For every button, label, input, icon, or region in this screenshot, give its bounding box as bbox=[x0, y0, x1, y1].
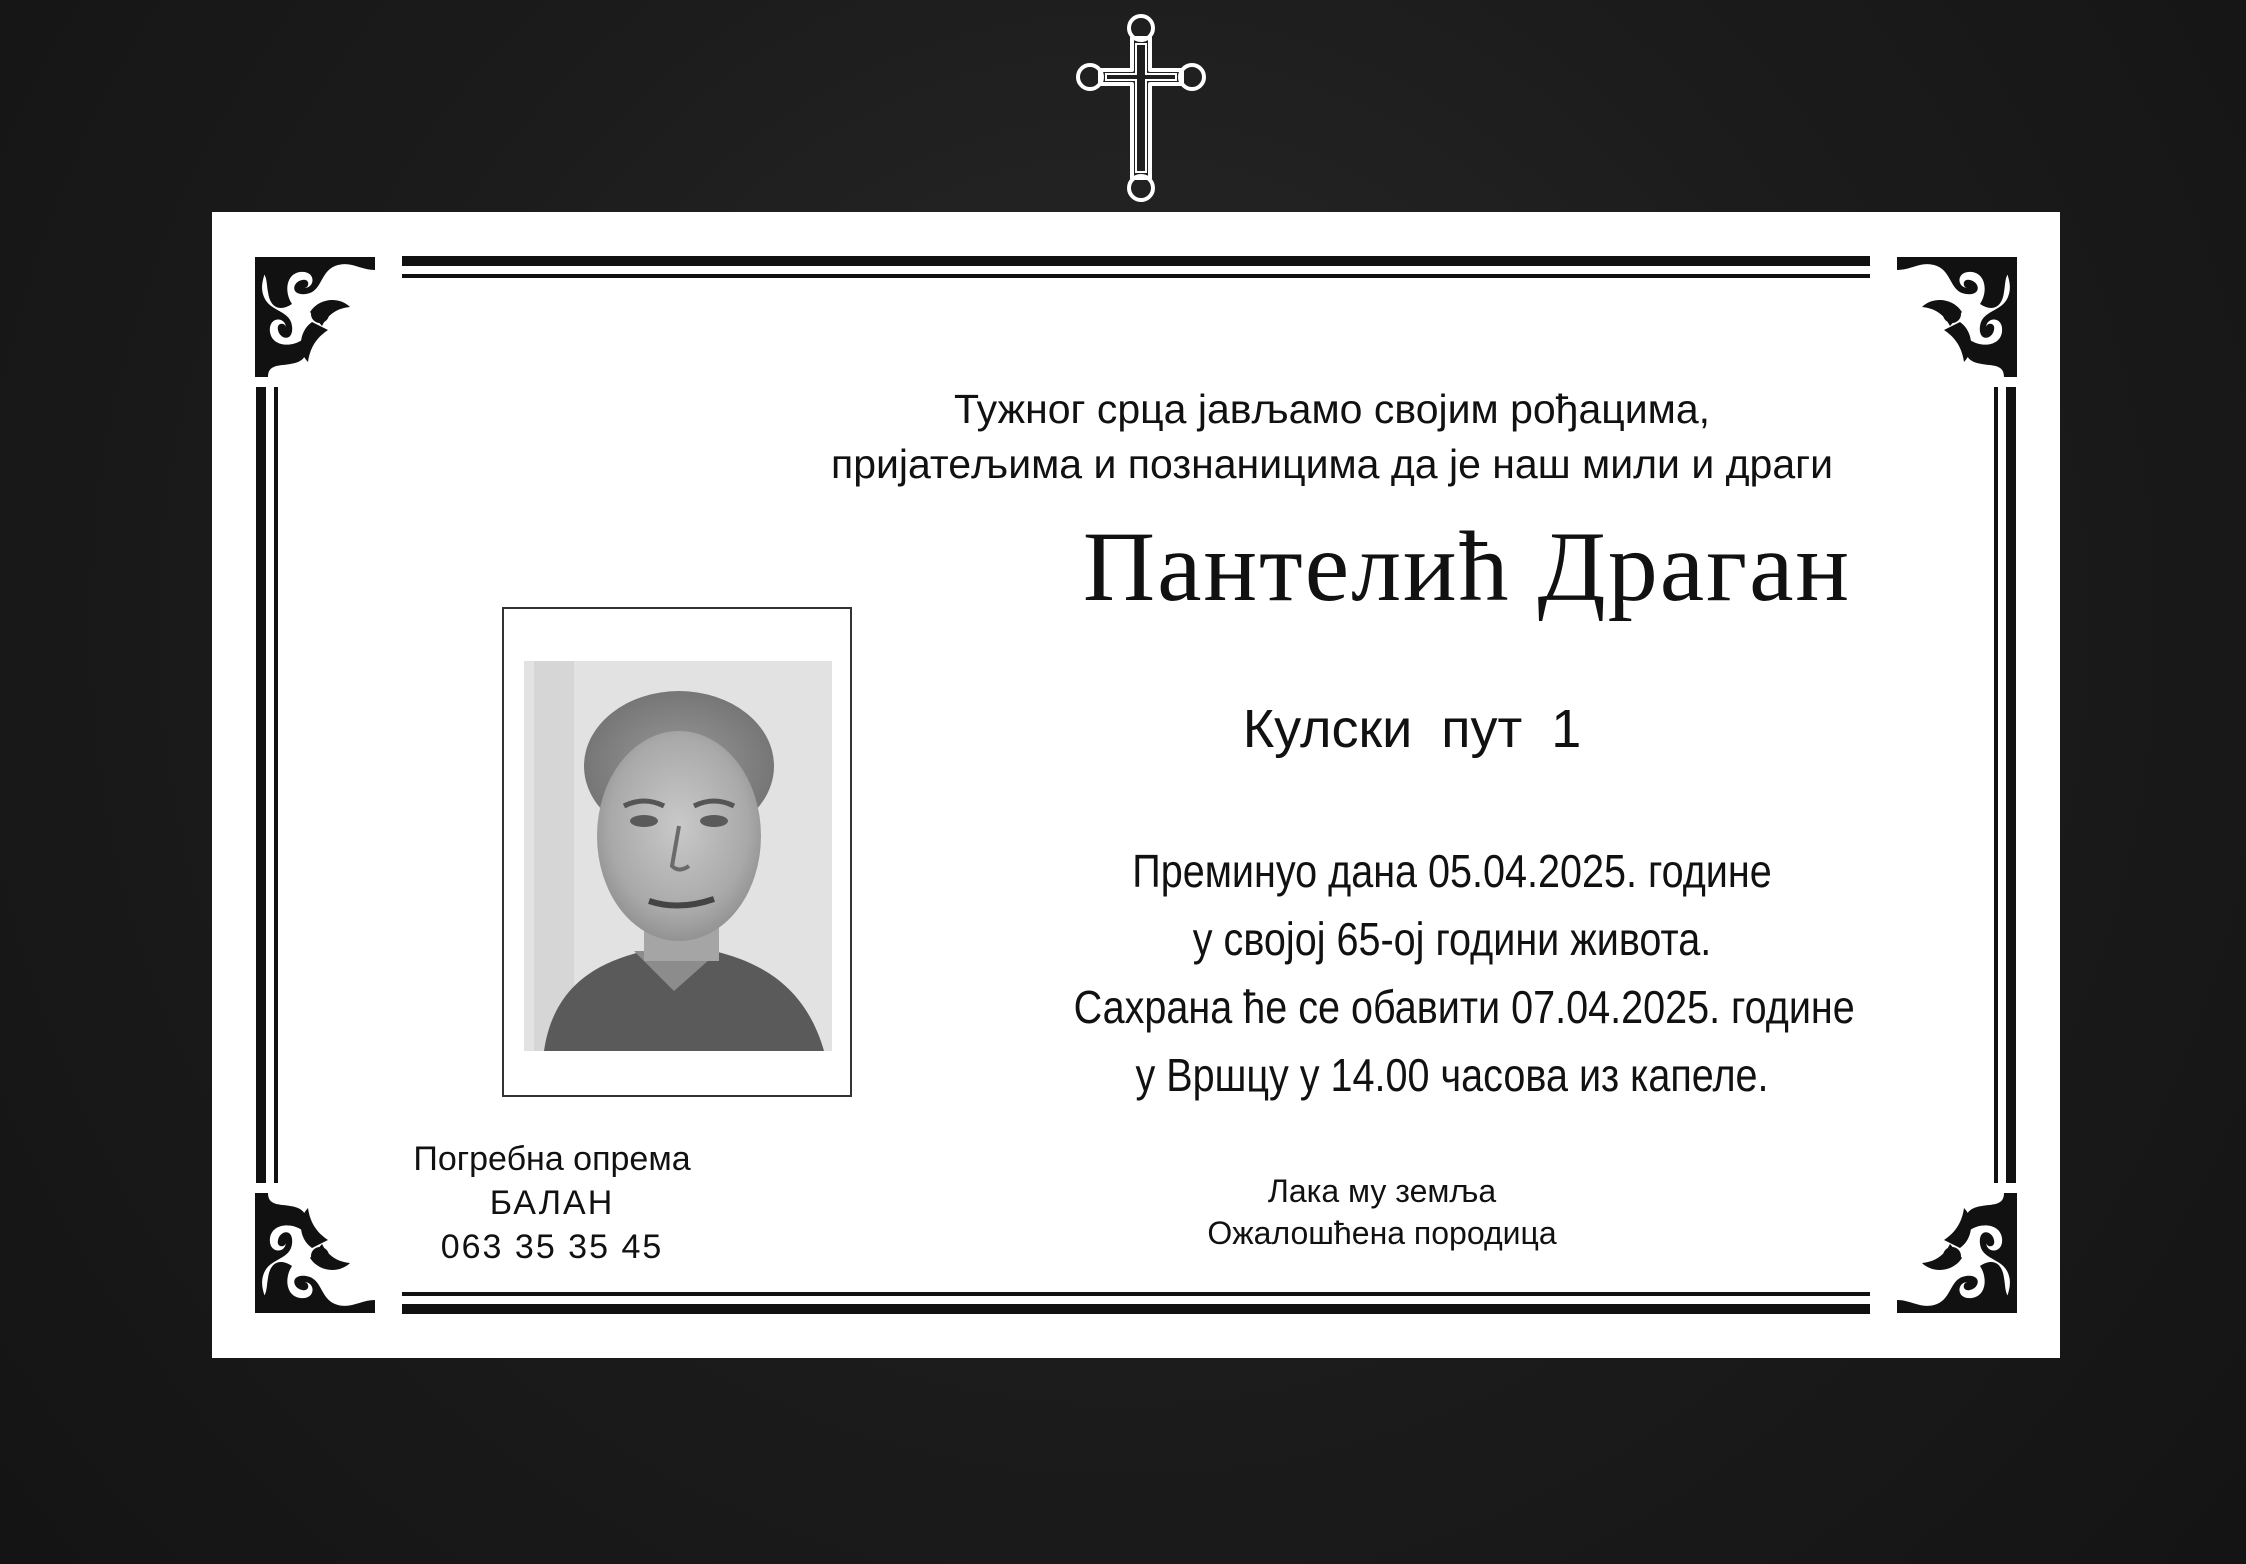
frame-bottom-thin bbox=[402, 1292, 1870, 1296]
obituary-card bbox=[212, 212, 2060, 1358]
frame-left-thick bbox=[256, 387, 266, 1183]
portrait-frame bbox=[502, 607, 852, 1097]
undertaker-label: Погребна опрема bbox=[413, 1140, 691, 1178]
intro-line: пријатељима и познаницима да је наш мили и драги bbox=[831, 441, 1833, 487]
undertaker-phone: 063 35 35 45 bbox=[440, 1228, 664, 1266]
deceased-name: Пантелић Драган bbox=[1082, 511, 1852, 622]
intro-line: Тужног срца јављамо својим рођацима, bbox=[953, 386, 1711, 432]
funeral-details bbox=[1073, 837, 1855, 1109]
intro-text bbox=[632, 382, 2032, 492]
details-line: Сахрана ће се обавити 07.04.2025. године bbox=[1073, 981, 1855, 1033]
frame-bottom-thick bbox=[402, 1304, 1870, 1314]
ornamental-corner-icon bbox=[250, 252, 380, 382]
undertaker-name: БАЛАН bbox=[489, 1184, 615, 1222]
orthodox-cross-icon bbox=[1064, 8, 1218, 208]
details-line: у својој 65-ој години живота. bbox=[1192, 913, 1712, 965]
details-line: Преминуо дана 05.04.2025. године bbox=[1132, 845, 1772, 897]
frame-top-thick bbox=[402, 256, 1870, 266]
farewell-line: Ожалошћена породица bbox=[1207, 1215, 1557, 1251]
farewell-block bbox=[1142, 1170, 1622, 1254]
ornamental-corner-icon bbox=[1892, 252, 2022, 382]
details-line: у Вршцу у 14.00 часова из капеле. bbox=[1135, 1049, 1769, 1101]
undertaker-block bbox=[362, 1137, 742, 1269]
frame-left-thin bbox=[274, 387, 278, 1183]
portrait-photo bbox=[524, 661, 832, 1051]
ornamental-corner-icon bbox=[250, 1188, 380, 1318]
ornamental-corner-icon bbox=[1892, 1188, 2022, 1318]
farewell-line: Лака му земља bbox=[1267, 1173, 1497, 1209]
frame-top-thin bbox=[402, 274, 1870, 278]
deceased-address: Кулски пут 1 bbox=[1242, 699, 1582, 759]
